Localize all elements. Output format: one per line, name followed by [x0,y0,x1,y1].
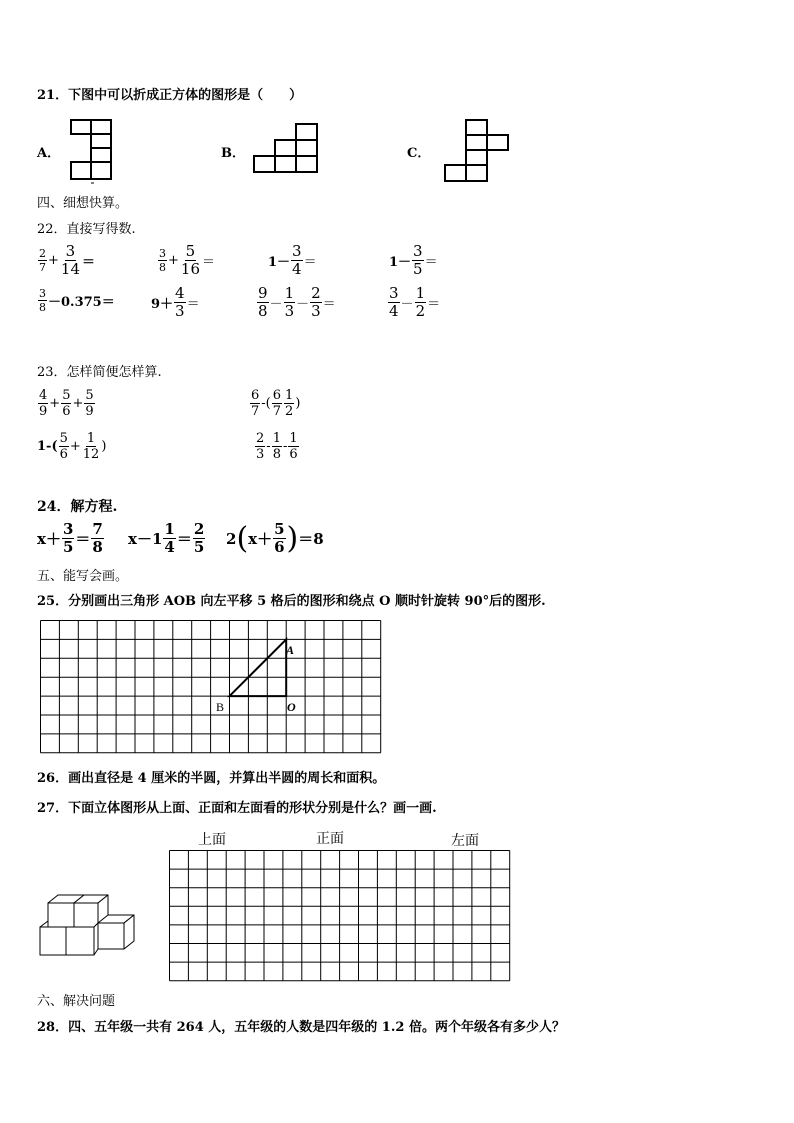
lead-term: 2 [226,529,237,548]
section-4-title: 四、细想快算。 [37,196,129,211]
denominator: 9 [39,404,48,419]
denominator: 6 [274,538,285,556]
x-term: x＋ [248,530,273,548]
option-c-label: C． [407,146,431,161]
section-5-title: 五、能写会画。 [37,569,129,584]
numerator: 6 [251,388,260,403]
lead-term: x－1 [128,530,163,548]
q27-title: 27．下面立体图形从上面、正面和左面看的形状分别是什么？画一画. [37,801,437,816]
net-figure-b [252,122,322,174]
q23-title: 23．怎样简便怎样算. [37,365,162,380]
q23-expr-3 [37,432,106,461]
q27-grid [169,850,513,982]
numerator: 4 [39,388,48,403]
equals: ＝ [322,297,336,312]
operator: + [69,439,81,454]
tail-term: ＝8 [298,530,324,548]
q24-equation-2 [128,522,206,555]
denominator: 3 [311,302,321,320]
view-label-left: 左面 [451,833,479,849]
triangle-aob [230,639,287,696]
denominator: 5 [62,538,74,556]
lead-term: 9＋ [151,297,174,312]
open-paren: ( [236,520,249,556]
denominator: 8 [159,261,166,274]
q25-grid-svg [40,620,382,754]
lead-term: 1－ [389,255,412,270]
view-label-front: 正面 [316,831,344,847]
denominator: 7 [272,404,282,419]
q24-equation-1 [37,522,105,555]
numerator: 5 [274,520,285,538]
denominator: 2 [285,404,294,419]
lead-term: 1－ [268,255,291,270]
denominator: 3 [175,302,185,320]
numerator: 5 [85,388,94,403]
numerator: 1 [164,520,175,538]
q25-title: 25．分别画出三角形 AOB 向左平移 5 格后的图形和绕点 O 顺时针旋转 90°后的图形. [37,594,546,609]
numerator: 1 [415,284,426,302]
equals: ＝ [82,255,96,270]
denominator: 4 [164,538,175,556]
operator: - [282,439,288,454]
equals: ＝ [176,530,192,548]
denominator: 5 [413,260,423,278]
point-o-label: O [287,700,296,714]
denominator: 6 [62,404,71,419]
numerator: 9 [258,284,268,302]
net-figure-a [68,117,116,187]
numerator: 3 [65,242,76,260]
view-label-top: 上面 [198,832,226,848]
denominator: 12 [82,447,100,462]
operator: -( [261,396,271,411]
numerator: 4 [175,284,185,302]
numerator: 2 [39,247,46,260]
q23-expr-1 [37,389,96,418]
equals: ＝ [427,297,441,312]
numerator: 1 [272,431,281,446]
operator: + [49,396,61,411]
q22-expr-7 [256,286,336,319]
numerator: 2 [256,431,265,446]
net-figure-c [443,118,513,186]
q23-expr-2 [249,389,300,418]
q24-title: 24．解方程. [37,499,118,515]
q22-expr-6 [151,286,200,319]
operator: － [400,297,414,312]
lead-term: x＋ [37,530,61,548]
equals: ＝ [202,255,216,270]
denominator: 3 [284,302,295,320]
operator: + [48,253,59,268]
numerator: 3 [292,242,302,260]
denominator: 3 [256,447,265,462]
q26-title: 26．画出直径是 4 厘米的半圆，并算出半圆的周长和面积。 [37,771,386,786]
numerator: 3 [389,284,399,302]
denominator: 8 [258,302,268,320]
q28-title: 28．四、五年级一共有 264 人，五年级的人数是四年级的 1.2 倍。两个年级各有多少人？ [37,1020,565,1035]
equals: ＝ [303,255,317,270]
q22-expr-5 [37,288,115,313]
q22-title: 22．直接写得数. [37,222,136,237]
q22-expr-1 [37,244,95,277]
denominator: 16 [180,260,200,278]
operator: - [266,439,271,454]
denominator: 8 [39,301,46,314]
numerator: 1 [289,431,298,446]
numerator: 3 [159,247,166,260]
tail-term: －0.375＝ [48,295,115,310]
close-paren: ) [101,439,107,454]
option-a-label: A． [37,146,61,161]
numerator: 1 [284,284,295,302]
operator: + [72,396,84,411]
option-b-label: B． [221,146,245,161]
section-6-title: 六、解决问题 [37,994,116,1009]
close-paren: ) [286,520,299,556]
denominator: 6 [59,447,68,462]
close-paren: ) [295,396,301,411]
q23-expr-4 [254,432,300,461]
denominator: 8 [272,447,281,462]
q22-expr-3 [268,244,317,277]
numerator: 3 [62,520,74,538]
cube-solid-figure [38,887,136,959]
operator: － [269,297,283,312]
q25-grid [40,620,382,754]
numerator: 3 [413,242,423,260]
operator: + [168,253,179,268]
equals: ＝ [75,530,91,548]
denominator: 7 [251,404,260,419]
point-b-label: B [216,700,225,714]
numerator: 5 [185,242,196,260]
numerator: 2 [311,284,321,302]
denominator: 14 [60,260,80,278]
equals: ＝ [186,297,200,312]
q22-expr-8 [387,286,440,319]
equals: ＝ [424,255,438,270]
numerator: 2 [193,520,205,538]
numerator: 5 [59,431,68,446]
denominator: 4 [292,260,302,278]
denominator: 5 [193,538,205,556]
numerator: 7 [92,520,103,538]
point-a-label: A [286,643,295,657]
denominator: 7 [39,261,46,274]
denominator: 6 [289,447,298,462]
denominator: 4 [389,302,399,320]
operator: － [296,297,310,312]
numerator: 1 [285,388,294,403]
q24-equation-3 [226,522,324,555]
q21-title: 21．下图中可以折成正方体的图形是（ ） [37,88,303,103]
numerator: 1 [86,431,96,446]
q27-grid-svg [169,850,513,982]
lead-term: 1-( [37,439,58,454]
numerator: 3 [39,287,46,300]
denominator: 9 [85,404,94,419]
q22-expr-2 [157,244,215,277]
q22-expr-4 [389,244,438,277]
denominator: 8 [92,538,103,556]
numerator: 5 [62,388,71,403]
denominator: 2 [415,302,426,320]
numerator: 6 [272,388,282,403]
